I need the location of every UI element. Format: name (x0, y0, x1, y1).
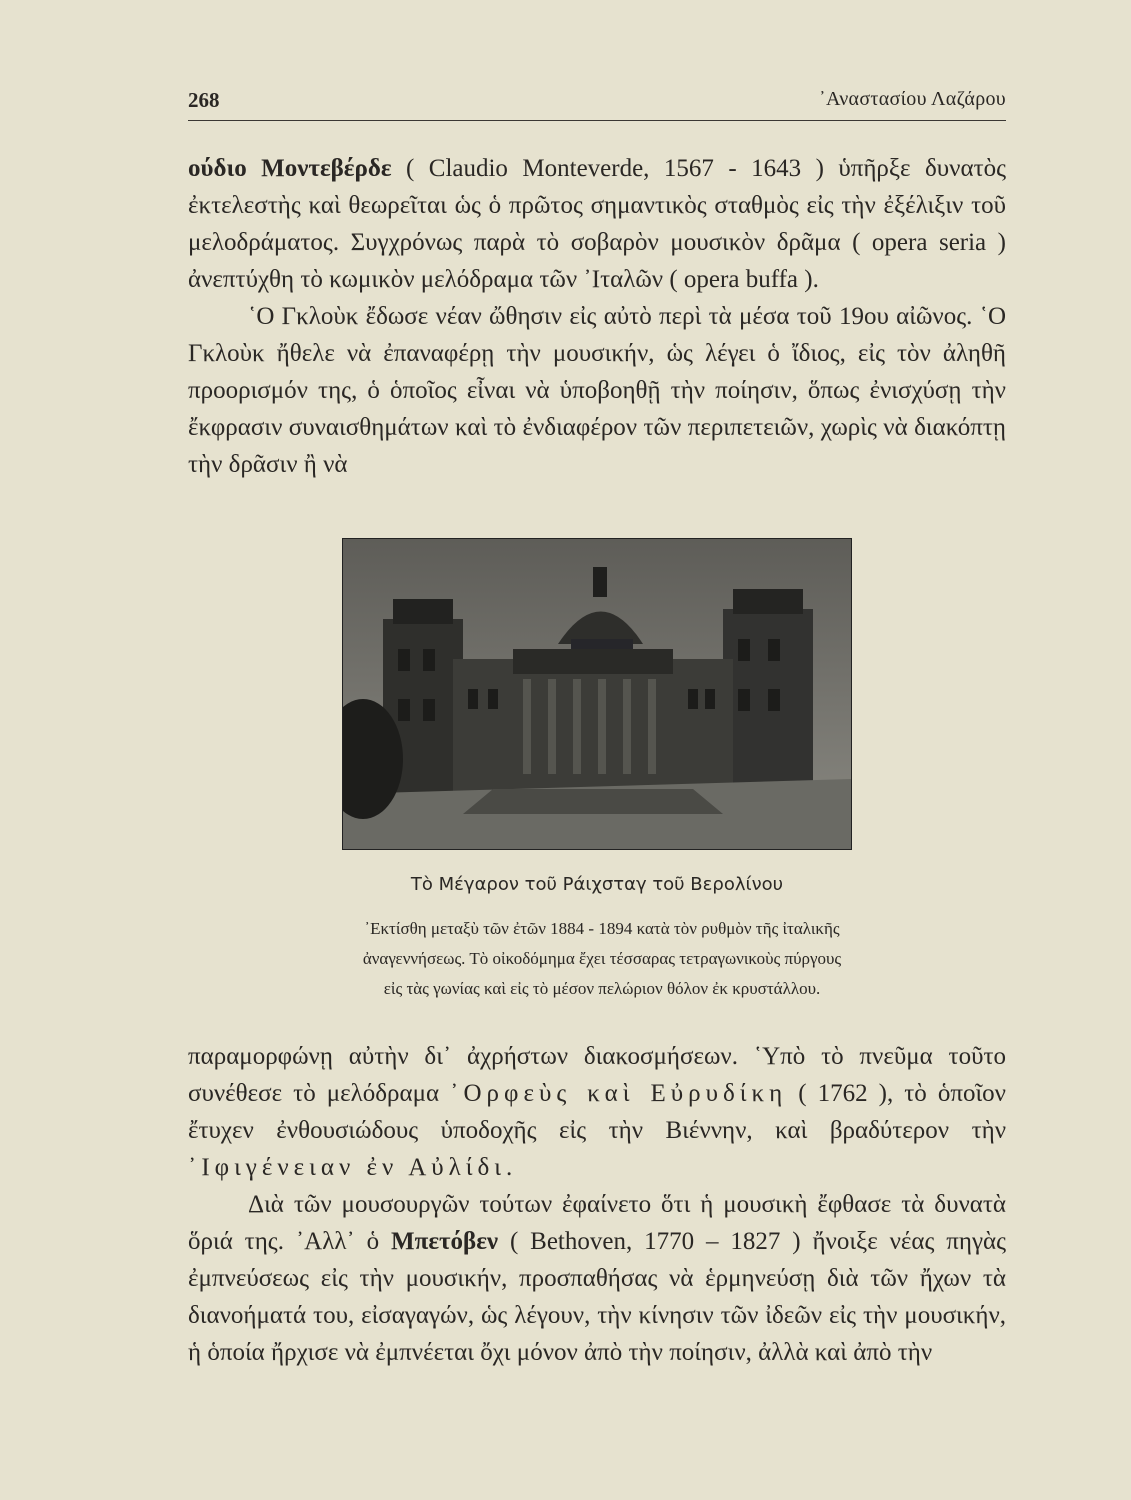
reichstag-building-illustration (343, 539, 851, 849)
caption-line: ἀναγεννήσεως. Τὸ οἰκοδόμημα ἔχει τέσσαρας τετραγωνικοὺς πύργους (362, 949, 842, 968)
reichstag-photo (342, 538, 852, 850)
name-monteverde: ούδιο Μοντεβέρδε (188, 155, 392, 182)
paragraph-orpheus-text-1: παραμορφώνῃ αὐτὴν δι᾿ ἀχρήστων διακοσμήσεων. ῾Υπὸ τὸ πνεῦμα τοῦτο συνέθεσε τὸ μελόδραμα (188, 1043, 1006, 1107)
work-title-orpheus: ᾿Ορφεὺς καὶ Εὐρυδίκη (450, 1080, 788, 1107)
paragraph-beethoven-text-1: Διὰ τῶν μουσουργῶν τούτων ἐφαίνετο ὅτι ἡ μουσικὴ ἔφθασε τὰ δυνατὰ ὅριά της. ᾿Αλλ᾿ ὁ (188, 1191, 1006, 1255)
figure-caption-description (246, 914, 958, 1004)
name-beethoven: Μπετόβεν (391, 1228, 499, 1255)
paragraph-orpheus (188, 1038, 1006, 1186)
page-header (188, 86, 1006, 121)
work-title-iphigenia: ᾿Ιφιγένειαν ἐν Αὐλίδι. (188, 1154, 518, 1181)
caption-line: ᾿Εκτίσθη μεταξὺ τῶν ἐτῶν 1884 - 1894 κατὰ τὸν ρυθμὸν τῆς ἰταλικῆς (364, 919, 840, 938)
paragraph-monteverde (188, 150, 1006, 298)
paragraph-gluck: ῾Ο Γκλοὺκ ἔδωσε νέαν ὤθησιν εἰς αὐτὸ περὶ τὰ μέσα τοῦ 19ου αἰῶνος. ῾Ο Γκλοὺκ ἤθελε νὰ ἐπαναφέρῃ τὴν μουσικήν, ὡς λέγει ὁ ἴδιος, εἰς τὸν ἀληθῆ προορισμόν της, ὁ ὁποῖος εἶναι νὰ ὑποβοηθῇ τὴν ποίησιν, ὅπως ἐνισχύσῃ τὴν ἔκφρασιν συναισθημάτων καὶ τὸ ἐνδιαφέρον τῶν περιπετειῶν, χωρὶς νὰ διακόπτῃ τὴν δρᾶσιν ἢ νὰ (188, 303, 1006, 478)
paragraph-monteverde-text: ( Claudio Monteverde, 1567 - 1643 ) ὑπῆρξε δυνατὸς ἐκτελεστὴς καὶ θεωρεῖται ὡς ὁ πρῶτος σημαντικὸς σταθμὸς εἰς τὴν ἐξέλιξιν τοῦ μελοδράματος. Συγχρόνως παρὰ τὸ σοβαρὸν μουσικὸν δρᾶμα ( opera seria ) ἀνεπτύχθη τὸ κωμικὸν μελόδραμα τῶν ᾿Ιταλῶν ( opera buffa ). (188, 155, 1007, 293)
running-title-author: ᾿Αναστασίου Λαζάρου (819, 88, 1006, 110)
text-block-top (188, 150, 1006, 483)
paragraph-orpheus-text-2: ( 1762 ), τὸ ὁποῖον ἔτυχεν ἐνθουσιώδους ὑποδοχῆς εἰς τὴν Βιέννην, καὶ βραδύτερον τὴν (188, 1080, 1006, 1144)
paragraph-beethoven-text-2: ( Bethoven, 1770 – 1827 ) ἤνοιξε νέας πηγὰς ἐμπνεύσεως εἰς τὴν μουσικήν, προσπαθήσας νὰ ἑρμηνεύσῃ διὰ τῶν ἤχων τὰ διανοήματά του, εἰσαγαγών, ὡς λέγουν, τὴν κίνησιν τῶν ἰδεῶν εἰς τὴν μουσικήν, ἡ ὁποία ἤρχισε νὰ ἐμπνέεται ὄχι μόνον ἀπὸ τὴν ποίησιν, ἀλλὰ καὶ ἀπὸ τὴν (188, 1228, 1006, 1366)
paragraph-beethoven (188, 1186, 1006, 1371)
figure-caption-title: Τὸ Μέγαρον τοῦ Ράιχσταγ τοῦ Βερολίνου (410, 874, 784, 895)
caption-line: εἰς τὰς γωνίας καὶ εἰς τὸ μέσον πελώριον θόλον ἐκ κρυστάλλου. (383, 979, 821, 998)
text-block-bottom (188, 1038, 1006, 1371)
page-number: 268 (188, 88, 220, 112)
